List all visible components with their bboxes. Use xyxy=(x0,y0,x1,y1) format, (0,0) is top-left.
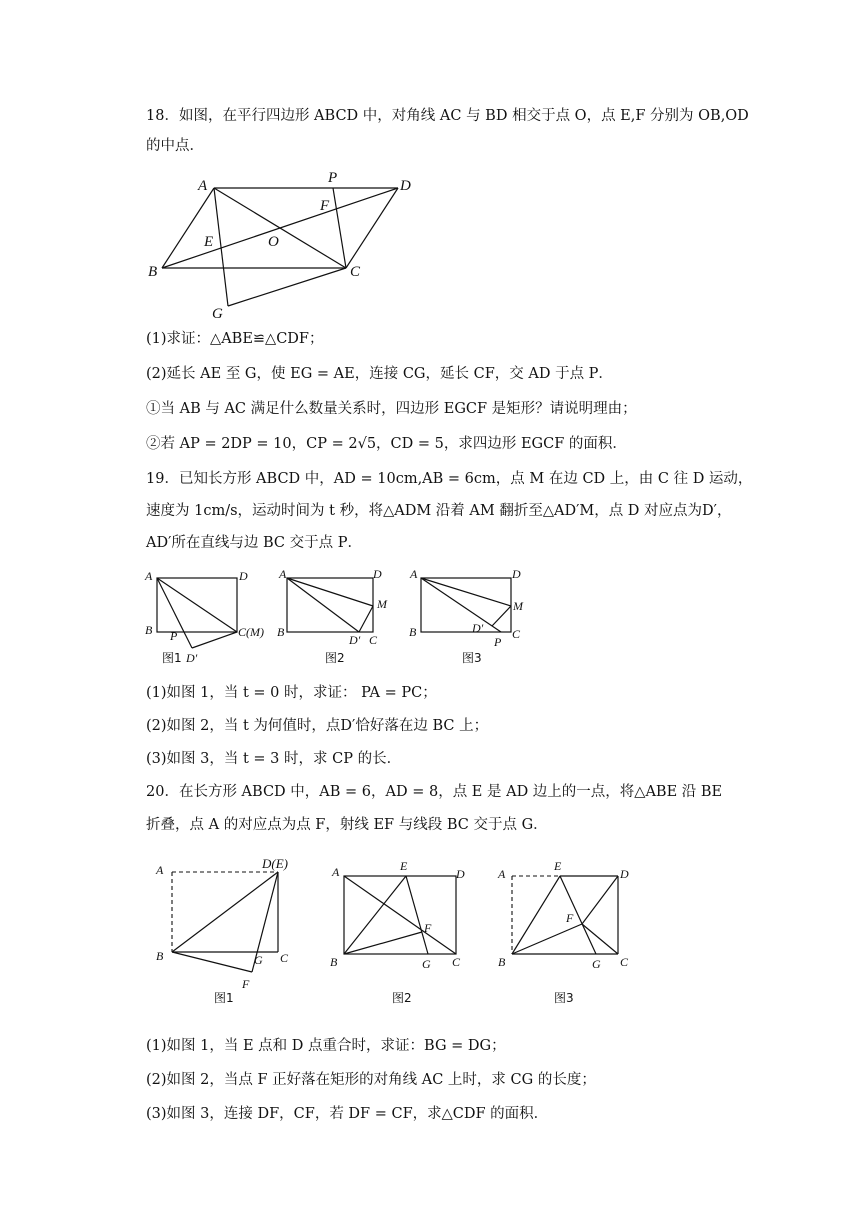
q19-f2-label-A: A xyxy=(279,567,287,581)
q20-figure-2 xyxy=(326,852,486,1008)
q19-f3-label-B: B xyxy=(409,625,417,639)
q19-f3-seg-AM xyxy=(421,578,511,606)
q20-f3-label-G: G xyxy=(592,957,601,971)
q19-f1-caption: 图1 xyxy=(162,651,182,665)
q19-f3-seg-DpM xyxy=(492,606,511,626)
q20-f1-label-DE: D(E) xyxy=(262,856,288,871)
q18-stem-line2: 的中点． xyxy=(146,138,204,154)
q20-f3-seg-BF xyxy=(512,924,582,954)
q18-seg-AG xyxy=(214,188,228,306)
q18-seg-BD xyxy=(162,188,398,268)
q19-part3: (3)如图 3，当 t = 3 时，求 CP 的长． xyxy=(146,751,402,767)
q20-f1-label-G: G xyxy=(254,953,263,967)
q19-f2-seg-ADp xyxy=(287,578,359,632)
q20-part2: (2)如图 2，当点 F 正好落在矩形的对角线 AC 上时，求 CG 的长度； xyxy=(146,1072,596,1088)
q19-f1-label-D: D xyxy=(239,569,248,583)
q20-f3-seg-BE xyxy=(512,876,560,954)
q19-f1-label-P: P xyxy=(170,629,178,643)
q19-figure-1 xyxy=(142,566,282,668)
q19-f1-label-CM: C(M) xyxy=(238,625,264,639)
q18-label-G: G xyxy=(212,306,223,322)
q20-f2-seg-BF xyxy=(344,932,422,954)
q18-label-B: B xyxy=(148,264,158,280)
q20-f1-caption: 图1 xyxy=(214,991,234,1005)
q20-f1-label-F: F xyxy=(242,977,250,991)
q19-figure-2 xyxy=(275,566,395,668)
q19-f2-seg-DpM xyxy=(359,606,373,632)
q18-label-D: D xyxy=(400,178,411,194)
q20-f1-seg-BD xyxy=(172,872,278,952)
q18-label-P: P xyxy=(328,170,338,186)
q20-f2-label-C: C xyxy=(452,955,461,969)
q20-f1-label-C: C xyxy=(280,951,289,965)
q18-label-F: F xyxy=(320,198,330,214)
q18-part2-sub2: ②若 AP = 2DP = 10，CP = 2√5，CD = 5，求四边形 EGCF 的面积． xyxy=(146,436,627,452)
q20-figure-3 xyxy=(492,852,652,1008)
q20-f3-seg-DF xyxy=(582,876,618,924)
q19-figure-3 xyxy=(406,566,536,668)
q19-f3-label-P: P xyxy=(494,635,502,649)
q18-seg-DC xyxy=(346,188,398,268)
q20-f2-label-E: E xyxy=(400,859,408,873)
q20-part3: (3)如图 3，连接 DF，CF，若 DF = CF，求△CDF 的面积． xyxy=(146,1106,549,1122)
q20-stem-line1: 20．在长方形 ABCD 中，AB = 6，AD = 8，点 E 是 AD 边上的一点，将△ABE 沿 BE xyxy=(146,784,723,800)
q18-label-O: O xyxy=(268,234,279,250)
q19-f3-rect xyxy=(421,578,511,632)
q19-f2-label-M: M xyxy=(377,597,387,611)
q20-f1-seg-BF xyxy=(172,952,252,972)
q18-parallelogram-figure xyxy=(140,168,430,322)
q19-f2-caption: 图2 xyxy=(325,651,345,665)
q19-f1-label-B: B xyxy=(145,623,153,637)
q18-label-E: E xyxy=(204,234,214,250)
q20-f3-caption: 图3 xyxy=(554,991,574,1005)
q20-f2-seg-BE xyxy=(344,876,406,954)
q19-f2-seg-AM xyxy=(287,578,373,606)
q20-f3-label-A: A xyxy=(498,867,506,881)
q19-f2-label-Dp: D′ xyxy=(349,633,361,647)
q20-f2-caption: 图2 xyxy=(392,991,412,1005)
q18-stem-line1: 18．如图，在平行四边形 ABCD 中，对角线 AC 与 BD 相交于点 O，点 E,F 分别为 OB,OD xyxy=(146,108,749,124)
q20-part1: (1)如图 1，当 E 点和 D 点重合时，求证：BG = DG； xyxy=(146,1038,506,1054)
q20-f2-label-B: B xyxy=(330,955,338,969)
q19-f1-label-A: A xyxy=(145,569,153,583)
q19-part1: (1)如图 1，当 t = 0 时，求证： PA = PC； xyxy=(146,685,437,701)
q18-seg-CP xyxy=(333,188,346,268)
q19-f3-label-M: M xyxy=(513,599,523,613)
q20-f2-label-D: D xyxy=(456,867,465,881)
q20-f1-label-A: A xyxy=(156,863,164,877)
q19-f3-label-C: C xyxy=(512,627,521,641)
q19-f3-label-A: A xyxy=(410,567,418,581)
q19-stem-line2: 速度为 1cm/s，运动时间为 t 秒，将△ADM 沿着 AM 翻折至△AD′M，点 D 对应点为D′， xyxy=(146,503,732,519)
q20-f2-seg-EG xyxy=(406,876,428,954)
q19-f1-seg-AC xyxy=(157,578,237,632)
q20-f3-label-D: D xyxy=(620,867,629,881)
q19-f2-label-C: C xyxy=(369,633,378,647)
q20-stem-line2: 折叠，点 A 的对应点为点 F，射线 EF 与线段 BC 交于点 G． xyxy=(146,817,548,833)
q19-f3-label-Dp: D′ xyxy=(472,621,484,635)
q18-seg-GC xyxy=(228,268,346,306)
q19-f2-label-D: D xyxy=(373,567,382,581)
q20-f3-label-C: C xyxy=(620,955,629,969)
q20-f2-label-G: G xyxy=(422,957,431,971)
q20-f3-seg-CF xyxy=(582,924,618,954)
q20-f2-label-A: A xyxy=(332,865,340,879)
q19-f3-label-D: D xyxy=(512,567,521,581)
q19-f1-seg-DpC xyxy=(192,632,237,648)
q18-part2: (2)延长 AE 至 G，使 EG = AE，连接 CG，延长 CF，交 AD 于点 P． xyxy=(146,366,613,382)
q20-f3-label-F: F xyxy=(566,911,574,925)
q18-seg-AB xyxy=(162,188,214,268)
q20-f2-seg-AC xyxy=(344,876,456,954)
q18-part1: (1)求证：△ABE≌△CDF； xyxy=(146,331,324,347)
q19-f2-label-B: B xyxy=(277,625,285,639)
q19-stem-line1: 19．已知长方形 ABCD 中，AD = 10cm,AB = 6cm，点 M 在边 CD 上，由 C 往 D 运动， xyxy=(146,471,753,487)
q19-f2-rect xyxy=(287,578,373,632)
q19-f3-seg-AP xyxy=(421,578,501,632)
q20-f3-label-B: B xyxy=(498,955,506,969)
q20-f1-label-B: B xyxy=(156,949,164,963)
q20-f3-label-E: E xyxy=(554,859,562,873)
q20-figure-1 xyxy=(150,852,310,1008)
q19-f3-caption: 图3 xyxy=(462,651,482,665)
q18-label-C: C xyxy=(350,264,361,280)
q19-f1-label-Dp: D′ xyxy=(186,651,198,665)
q20-f2-label-F: F xyxy=(424,921,432,935)
q18-part2-sub1: ①当 AB 与 AC 满足什么数量关系时，四边形 EGCF 是矩形？请说明理由； xyxy=(146,401,637,417)
q19-part2: (2)如图 2，当 t 为何值时，点D′恰好落在边 BC 上； xyxy=(146,718,489,734)
q19-stem-line3: AD′所在直线与边 BC 交于点 P． xyxy=(146,535,362,551)
q18-label-A: A xyxy=(198,178,208,194)
